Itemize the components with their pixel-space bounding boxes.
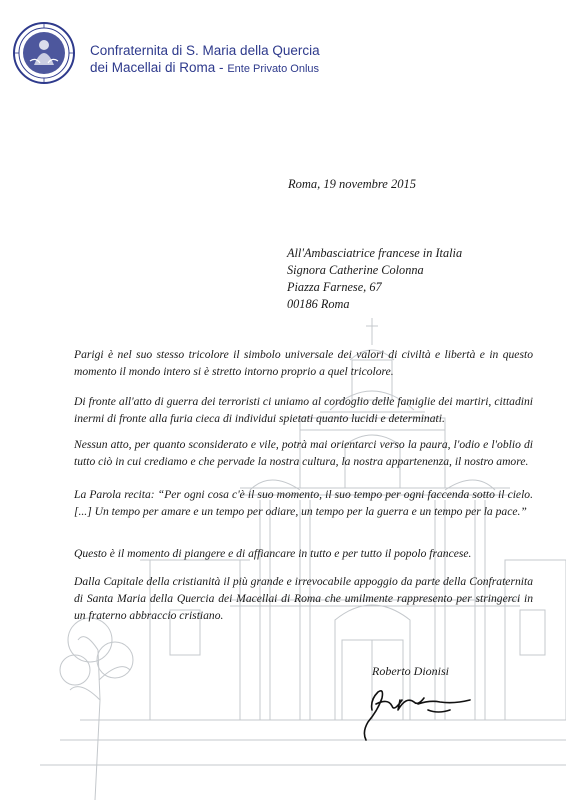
organization-city: dei Macellai di Roma -	[90, 60, 228, 75]
letter-paragraph: La Parola recita: “Per ogni cosa c'è il suo momento, il suo tempo per ogni faccenda sotto il cielo. [...] Un tempo per amare e un tempo per odiare, un tempo per la guerra e un tempo per la pace.”	[74, 488, 533, 518]
letter-paragraph: Nessun atto, per quanto sconsiderato e vile, potrà mai orientarci verso la paura, l'odio e l'oblio di tutto ciò in cui crediamo e che pervade la nostra cultura, la nostra appartenenza, il nostro amore.	[74, 438, 533, 468]
letter-date: Roma, 19 novembre 2015	[288, 177, 416, 191]
letter-paragraph: Parigi è nel suo stesso tricolore il simbolo universale dei valori di civiltà e libertà e in questo momento il mondo intero si è stretto intorno proprio a quel tricolore.	[74, 348, 533, 378]
recipient-line: All'Ambasciatrice francese in Italia	[287, 246, 463, 260]
recipient-line: Piazza Farnese, 67	[287, 280, 382, 294]
organization-name-line-2	[90, 60, 319, 75]
letter-paragraph: Questo è il momento di piangere e di affiancare in tutto e per tutto il popolo francese.	[74, 547, 472, 560]
recipient-line: Signora Catherine Colonna	[287, 263, 424, 277]
handwritten-signature	[358, 670, 478, 742]
organization-name: Confraternita di S. Maria della Quercia	[90, 43, 320, 58]
confraternity-seal-icon	[12, 21, 76, 85]
recipient-line: 00186 Roma	[287, 297, 350, 311]
letter-paragraph: Dalla Capitale della cristianità il più grande e irrevocabile appoggio da parte della Confraternita di Santa Maria della Quercia dei Macellai di Roma che umilmente rappresento per stringerci in un fraterno abbraccio cristiano.	[74, 575, 533, 622]
organization-status: Ente Privato Onlus	[227, 63, 320, 75]
signatory-name: Roberto Dionisi	[372, 664, 449, 678]
letter-paragraph: Di fronte all'atto di guerra dei terroristi ci uniamo al cordoglio delle famiglie dei martiri, cittadini inermi di fronte alla furia cieca di individui spietati quanto lucidi e determinati.	[74, 395, 533, 425]
